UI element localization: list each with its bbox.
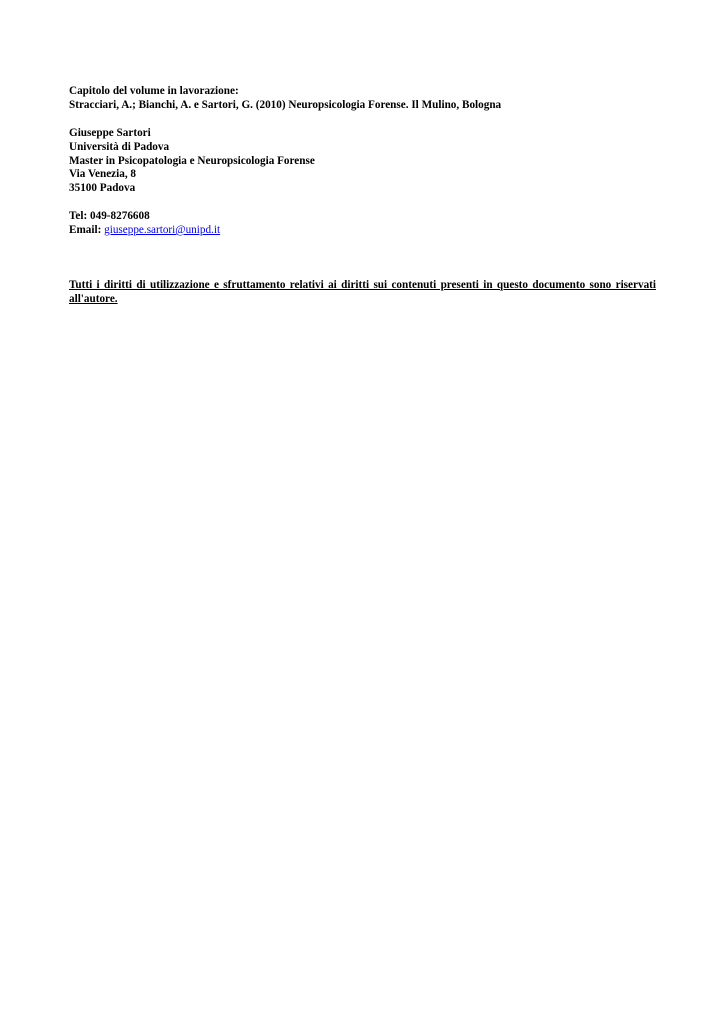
email-label: Email:	[69, 224, 102, 237]
author-street: Via Venezia, 8	[69, 168, 137, 181]
spacer	[69, 113, 656, 127]
contact-email-line	[69, 224, 656, 238]
author-university: Università di Padova	[69, 140, 170, 153]
rights-notice: Tutti i diritti di utilizzazione e sfruttamento relativi ai diritti sui contenuti presenti in questo documento sono riservati all'autore.	[69, 278, 656, 305]
spacer	[69, 196, 656, 210]
contact-tel: Tel: 049-8276608	[69, 210, 150, 223]
chapter-heading: Capitolo del volume in lavorazione:	[69, 85, 239, 97]
spacer	[69, 238, 656, 252]
author-name: Giuseppe Sartori	[69, 126, 151, 139]
document-page	[69, 85, 656, 307]
author-city: 35100 Padova	[69, 182, 136, 195]
author-program: Master in Psicopatologia e Neuropsicologia Forense	[69, 154, 315, 167]
chapter-citation: Stracciari, A.; Bianchi, A. e Sartori, G. (2010) Neuropsicologia Forense. Il Mulino, Bologna	[69, 98, 502, 111]
email-link[interactable]: giuseppe.sartori@unipd.it	[104, 224, 221, 237]
